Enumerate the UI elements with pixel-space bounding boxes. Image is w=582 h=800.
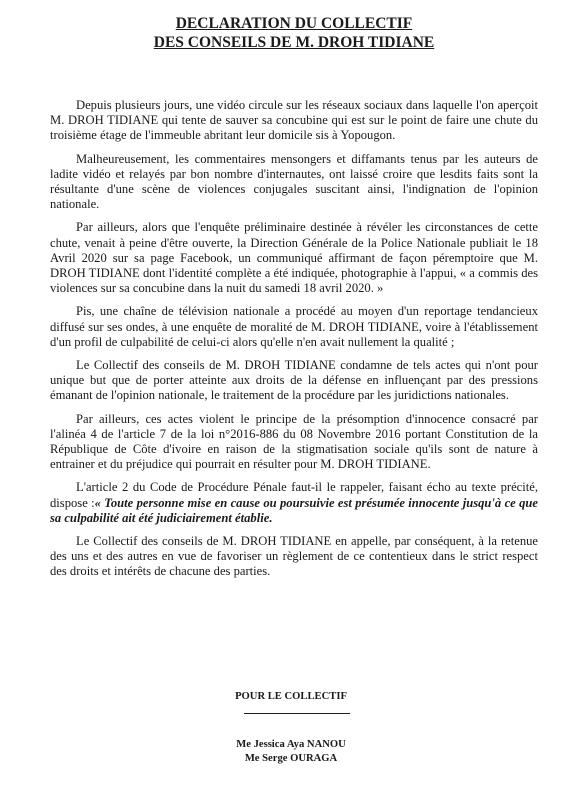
paragraph-2: Malheureusement, les commentaires mensongers et diffamants tenus par les auteurs de ladite vidéo et relayés par bon nombre d'internautes, ont laissé croire que lesdits faits sont la résultante d'une scène de violences conjugales suscitant ainsi, l'indignation de l'opinion nationale.	[50, 151, 538, 212]
paragraph-3: Par ailleurs, alors que l'enquête préliminaire destinée à révéler les circonstances de cette chute, venait à peine d'être ouverte, la Direction Générale de la Police Nationale publiait le 18 Avril 2020 sur sa page Facebook, un communiqué affirmant de façon péremptoire que M. DROH TIDIANE dont l'identité complète a été indiquée, photographie à l'appui, « a commis des violences sur sa concubine dans la nuit du samedi 18 avril 2020. »	[50, 220, 538, 296]
paragraph-1: Depuis plusieurs jours, une vidéo circule sur les réseaux sociaux dans laquelle l'on aperçoit M. DROH TIDIANE qui tente de sauver sa concubine qui est sur le point de faire une chute du troisième étage de l'immeuble abritant leur domicile sis à Yopougon.	[50, 98, 538, 143]
paragraph-6: Par ailleurs, ces actes violent le principe de la présomption d'innocence consacré par l'alinéa 4 de l'article 7 de la loi n°2016-886 du 08 Novembre 2016 portant Constitution de la République de Côte d'ivoire en raison de la stigmatisation sociale qu'ils sont de nature à entrainer et du préjudice qui pourrait en résulter pour M. DROH TIDIANE.	[50, 411, 538, 472]
article-quote: « Toute personne mise en cause ou poursuivie est présumée innocente jusqu'à ce que sa culpabilité ait été judiciairement établie.	[50, 495, 538, 525]
signatory-2: Me Serge OURAGA	[244, 753, 338, 764]
title-line-2: DES CONSEILS DE M. DROH TIDIANE	[153, 34, 435, 51]
signatories-block	[0, 738, 582, 766]
paragraph-5: Le Collectif des conseils de M. DROH TIDIANE condamne de tels actes qui n'ont pour unique but que de porter atteinte aux droits de la défense en influençant par des pressions émanant de l'opinion nationale, le traitement de la procédure par les juridictions nationales.	[50, 358, 538, 403]
document-title	[50, 14, 538, 52]
paragraph-article-2	[50, 480, 538, 526]
paragraph-4: Pis, une chaîne de télévision nationale a procédé au moyen d'un reportage tendancieux diffusé sur ses ondes, à une enquête de moralité de M. DROH TIDIANE, voire à l'établissement d'un profil de culpabilité de celui-ci alors qu'elle n'en avait nullement la qualité ;	[50, 304, 538, 349]
document-body	[50, 98, 538, 580]
title-line-1: DECLARATION DU COLLECTIF	[175, 15, 413, 32]
paragraph-closing: Le Collectif des conseils de M. DROH TIDIANE en appelle, par conséquent, à la retenue des uns et des autres en vue de favoriser un règlement de ce contentieux dans le strict respect des droits et intérêts de chacune des parties.	[50, 534, 538, 579]
signature-line	[244, 713, 350, 714]
signatory-1: Me Jessica Aya NANOU	[236, 739, 346, 750]
signature-heading: POUR LE COLLECTIF	[235, 691, 347, 702]
article-intro: L'article 2 du Code de Procédure Pénale faut-il le rappeler, faisant écho au texte précité, dispose :	[50, 480, 538, 510]
